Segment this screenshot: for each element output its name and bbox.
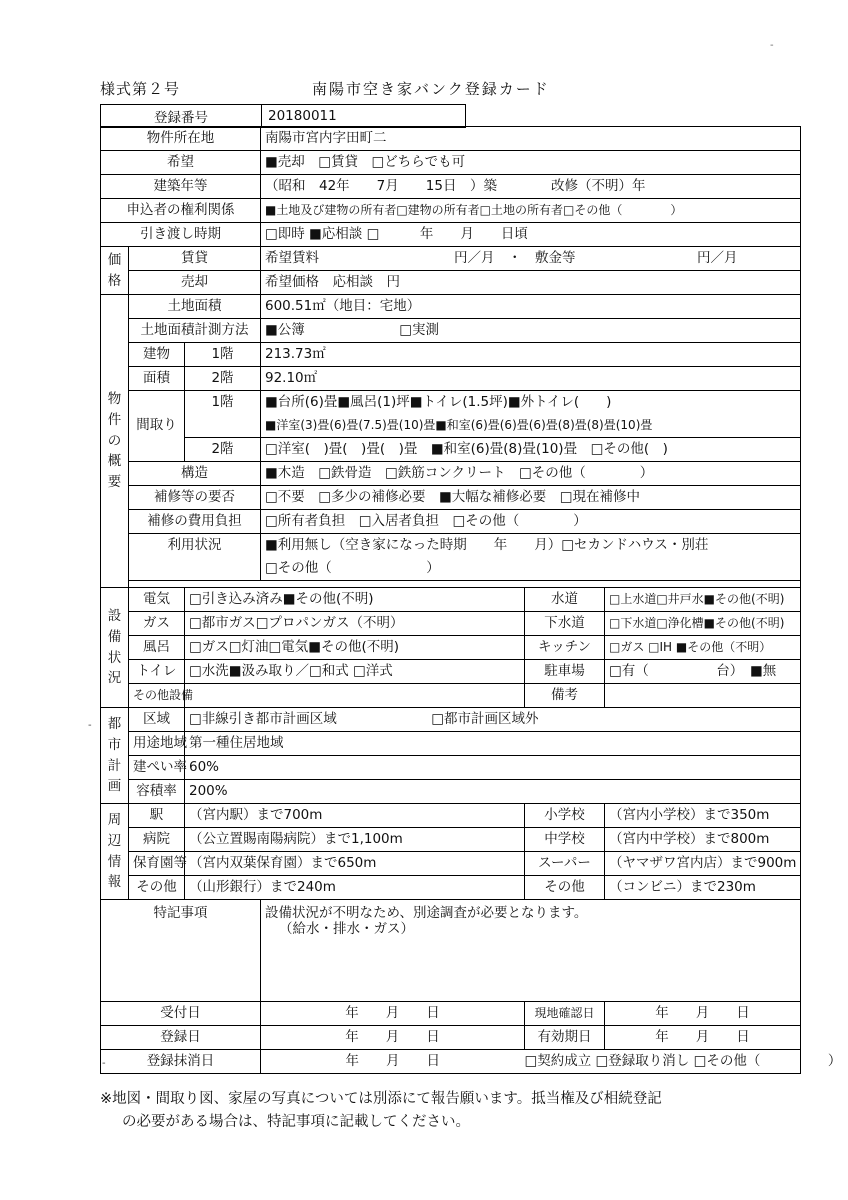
location-value: 南陽市宮内字田町二 — [261, 127, 801, 151]
row-nursery-supermarket — [101, 852, 801, 876]
structure-value: ■木造 □鉄骨造 □鉄筋コンクリート □その他（ ） — [261, 462, 801, 486]
remarks-value — [605, 684, 801, 708]
registration-number-value: 20180011 — [268, 108, 337, 124]
rights-label: 申込者の権利関係 — [101, 199, 261, 223]
layout-floor1-line2: ■洋室(3)畳(6)畳(7.5)畳(10)畳■和室(6)畳(6)畳(6)畳(8)畳(8)畳(10)畳 — [261, 414, 801, 438]
sale-label: 売却 — [129, 271, 261, 295]
row-sale — [101, 271, 801, 295]
special-notes-line2: （給水・排水・ガス） — [279, 920, 414, 937]
row-far — [101, 780, 801, 804]
floor2-area-value: 92.10㎡ — [261, 367, 801, 391]
row-registered — [101, 1026, 801, 1050]
floor1-area-value: 213.73㎡ — [261, 343, 801, 367]
deregistered-options: □契約成立 □登録取り消し □その他（ ） — [525, 1050, 801, 1074]
row-received — [101, 1002, 801, 1026]
nursery-value: （宮内双葉保育園）まで650m — [185, 852, 525, 876]
toilet-label: トイレ — [129, 660, 185, 684]
row-floor1-area — [101, 343, 801, 367]
surroundings-section-label: 周 辺 情 報 — [101, 804, 129, 900]
layout-floor1-label: 1階 — [185, 391, 261, 438]
gas-label: ガス — [129, 612, 185, 636]
other-equipment-value — [185, 684, 525, 708]
rights-options: ■土地及び建物の所有者□建物の所有者□土地の所有者□その他（ ） — [261, 199, 801, 223]
wish-options: ■売却 □賃貸 □どちらでも可 — [261, 151, 801, 175]
zone-value: □非線引き都市計画区域 □都市計画区域外 — [185, 708, 801, 732]
price-section-label: 価 格 — [101, 247, 129, 295]
sewer-value: □下水道□浄化槽■その他(不明) — [605, 612, 801, 636]
building-area-label-2: 面積 — [129, 367, 185, 391]
junior-high-value: （宮内中学校）まで800m — [605, 828, 801, 852]
row-overview-spacer — [101, 581, 801, 588]
land-area-value: 600.51㎡（地目：宅地） — [261, 295, 801, 319]
special-notes-label: 特記事項 — [101, 900, 261, 1002]
nursery-label: 保育園等 — [129, 852, 185, 876]
overview-section-label: 物 件 の 概 要 — [101, 295, 129, 588]
row-hospital-junior — [101, 828, 801, 852]
floor1-label: 1階 — [185, 343, 261, 367]
registered-label: 登録日 — [101, 1026, 261, 1050]
row-repair-cost — [101, 510, 801, 534]
other2-value: （コンビニ）まで230m — [605, 876, 801, 900]
gas-value: □都市ガス□プロパンガス（不明） — [185, 612, 525, 636]
overview-spacer — [129, 581, 801, 588]
layout-label: 間取り — [129, 391, 185, 462]
use-district-label: 用途地域 — [129, 732, 185, 756]
usage-line2: □その他（ ） — [261, 557, 801, 581]
supermarket-label: スーパー — [525, 852, 605, 876]
water-value: □上水道□井戸水■その他(不明) — [605, 588, 801, 612]
remarks-label: 備考 — [525, 684, 605, 708]
row-repair-need — [101, 486, 801, 510]
row-floor2-area — [101, 367, 801, 391]
station-label: 駅 — [129, 804, 185, 828]
repair-cost-label: 補修の費用負担 — [129, 510, 261, 534]
row-toilet-parking — [101, 660, 801, 684]
row-layout-f1a — [101, 391, 801, 415]
expiry-date: 年 月 日 — [605, 1026, 801, 1050]
kitchen-value: □ガス □IH ■その他（不明） — [605, 636, 801, 660]
handover-options: □即時 ■応相談 □ 年 月 日頃 — [261, 223, 801, 247]
row-land-area — [101, 295, 801, 319]
expiry-label: 有効期日 — [525, 1026, 605, 1050]
kitchen-label: キッチン — [525, 636, 605, 660]
row-land-method — [101, 319, 801, 343]
junior-high-label: 中学校 — [525, 828, 605, 852]
facilities-section-label: 設 備 状 況 — [101, 588, 129, 708]
row-electric-water — [101, 588, 801, 612]
building-area-label-1: 建物 — [129, 343, 185, 367]
far-label: 容積率 — [129, 780, 185, 804]
bath-value: □ガス□灯油□電気■その他(不明) — [185, 636, 525, 660]
location-label: 物件所在地 — [101, 127, 261, 151]
hospital-value: （公立置賜南陽病院）まで1,100m — [185, 828, 525, 852]
registration-number-label: 登録番号 — [101, 105, 262, 127]
row-use-district — [101, 732, 801, 756]
row-rent — [101, 247, 801, 271]
station-value: （宮内駅）まで700m — [185, 804, 525, 828]
use-district-value: 第一種住居地域 — [185, 732, 801, 756]
layout-floor2-label: 2階 — [185, 438, 261, 462]
built-label: 建築年等 — [101, 175, 261, 199]
far-value: 200% — [185, 780, 801, 804]
coverage-value: 60% — [185, 756, 801, 780]
floor2-label: 2階 — [185, 367, 261, 391]
sale-value: 希望価格 応相談 円 — [261, 271, 801, 295]
repair-need-label: 補修等の要否 — [129, 486, 261, 510]
sewer-label: 下水道 — [525, 612, 605, 636]
zone-label: 区域 — [129, 708, 185, 732]
land-method-value: ■公簿 □実測 — [261, 319, 801, 343]
bath-label: 風呂 — [129, 636, 185, 660]
parking-label: 駐車場 — [525, 660, 605, 684]
elementary-label: 小学校 — [525, 804, 605, 828]
form-header — [100, 78, 800, 102]
form-number: 様式第２号 — [100, 80, 181, 98]
row-other-remarks — [101, 684, 801, 708]
site-check-label: 現地確認日 — [525, 1002, 605, 1026]
land-area-label: 土地面積 — [129, 295, 261, 319]
site-check-date: 年 月 日 — [605, 1002, 801, 1026]
form-title: 南陽市空き家バンク登録カード — [312, 80, 550, 98]
row-layout-f2 — [101, 438, 801, 462]
rent-value: 希望賃料 円／月 ・ 敷金等 円／月 — [261, 247, 801, 271]
row-usage-a — [101, 534, 801, 558]
hospital-label: 病院 — [129, 828, 185, 852]
built-value: （昭和 42年 7月 15日 ）築 改修（不明）年 — [261, 175, 801, 199]
special-notes-line1: 設備状況が不明なため、別途調査が必要となります。 — [265, 905, 588, 921]
elementary-value: （宮内小学校）まで350m — [605, 804, 801, 828]
row-special — [101, 900, 801, 1002]
repair-cost-value: □所有者負担 □入居者負担 □その他（ ） — [261, 510, 801, 534]
water-label: 水道 — [525, 588, 605, 612]
repair-need-value: □不要 □多少の補修必要 ■大幅な補修必要 □現在補修中 — [261, 486, 801, 510]
deregistered-date: 年 月 日 — [261, 1050, 525, 1074]
row-coverage — [101, 756, 801, 780]
row-gas-sewer — [101, 612, 801, 636]
electric-value: □引き込み済み■その他(不明) — [185, 588, 525, 612]
wish-label: 希望 — [101, 151, 261, 175]
row-built — [101, 175, 801, 199]
scan-speck: - — [770, 40, 774, 51]
other2-label: その他 — [525, 876, 605, 900]
usage-line1: ■利用無し（空き家になった時期 年 月）□セカンドハウス・別荘 — [261, 534, 801, 558]
received-date: 年 月 日 — [261, 1002, 525, 1026]
row-deregistered — [101, 1050, 801, 1074]
registration-number-box — [100, 104, 466, 128]
row-bath-kitchen — [101, 636, 801, 660]
toilet-value: □水洗■汲み取り／□和式 □洋式 — [185, 660, 525, 684]
rent-label: 賃貸 — [129, 247, 261, 271]
footer-notes — [100, 1088, 800, 1134]
registration-card-table — [100, 126, 842, 1074]
structure-label: 構造 — [129, 462, 261, 486]
handover-label: 引き渡し時期 — [101, 223, 261, 247]
scan-tick: - — [102, 1058, 106, 1069]
row-rights — [101, 199, 801, 223]
other1-label: その他 — [129, 876, 185, 900]
electric-label: 電気 — [129, 588, 185, 612]
coverage-label: 建ぺい率 — [129, 756, 185, 780]
footer-note-line1: ※地図・間取り図、家屋の写真については別添にて報告願います。抵当権及び相続登記 — [100, 1091, 662, 1107]
land-method-label: 土地面積計測方法 — [129, 319, 261, 343]
received-label: 受付日 — [101, 1002, 261, 1026]
row-structure — [101, 462, 801, 486]
other1-value: （山形銀行）まで240m — [185, 876, 525, 900]
other-equipment-label: その他設備 — [129, 684, 185, 708]
row-location — [101, 127, 801, 151]
supermarket-value: （ヤマザワ宮内店）まで900m — [605, 852, 801, 876]
row-zone — [101, 708, 801, 732]
parking-value: □有（ 台） ■無 — [605, 660, 801, 684]
footer-note-line2: の必要がある場合は、特記事項に記載してください。 — [122, 1114, 470, 1131]
registered-date: 年 月 日 — [261, 1026, 525, 1050]
usage-label: 利用状況 — [129, 534, 261, 581]
row-station-elementary — [101, 804, 801, 828]
special-notes-value — [261, 900, 801, 1002]
deregistered-label: 登録抹消日 — [101, 1050, 261, 1074]
row-handover — [101, 223, 801, 247]
layout-floor2-value: □洋室( )畳( )畳( )畳 ■和室(6)畳(8)畳(10)畳 □その他( ) — [261, 438, 801, 462]
scan-tick: - — [88, 720, 92, 731]
layout-floor1-line1: ■台所(6)畳■風呂(1)坪■トイレ(1.5坪)■外トイレ( ) — [261, 391, 801, 415]
row-wish — [101, 151, 801, 175]
row-others — [101, 876, 801, 900]
urban-section-label: 都 市 計 画 — [101, 708, 129, 804]
